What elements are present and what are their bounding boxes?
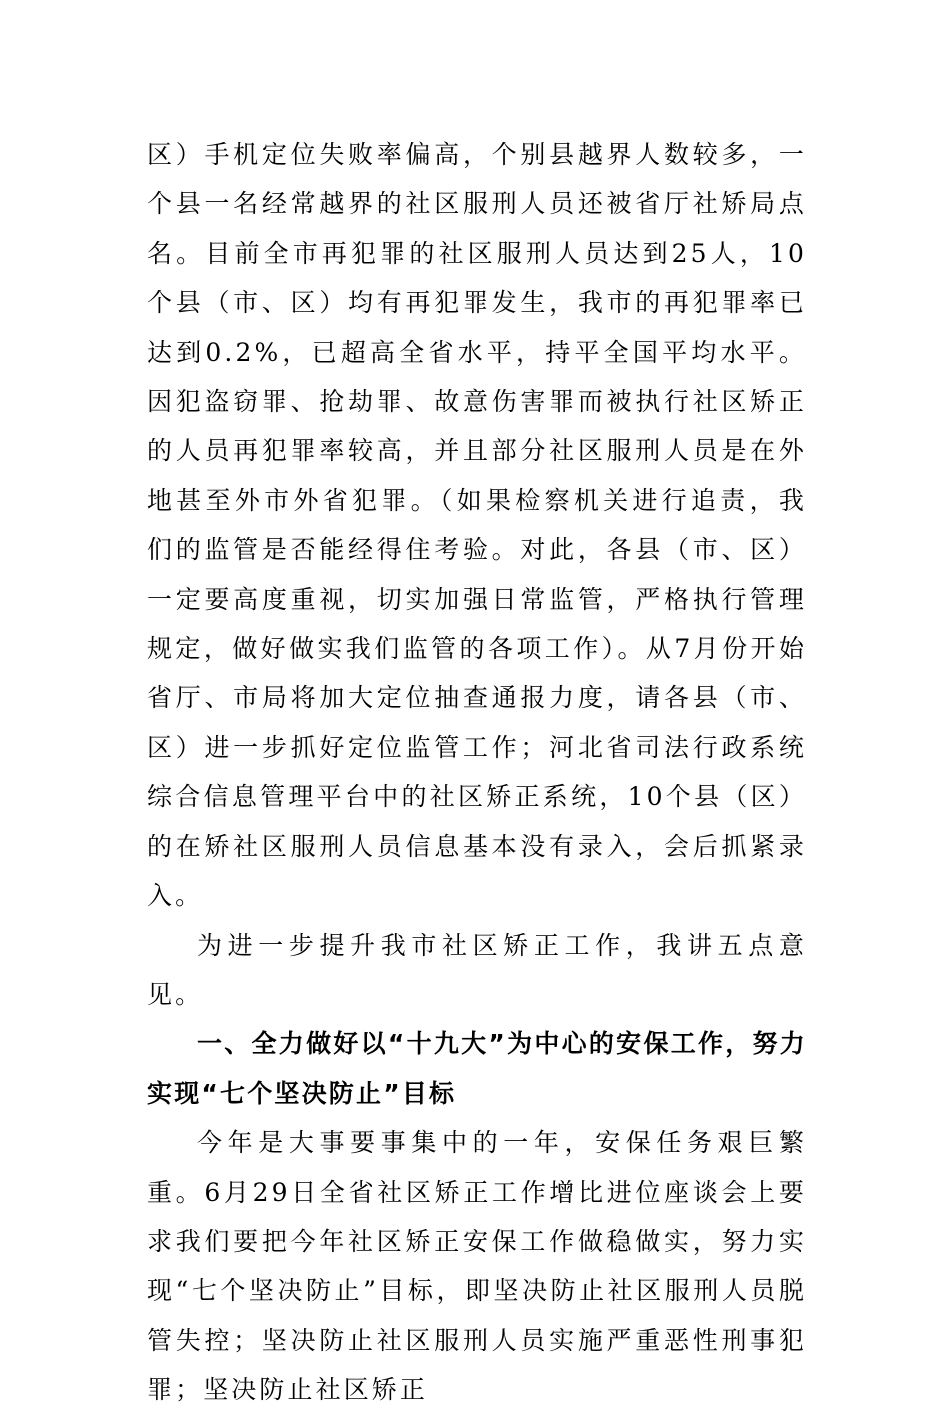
document-page	[147, 130, 807, 1415]
body-paragraph: 今年是大事要事集中的一年，安保任务艰巨繁重。6月29日全省社区矫正工作增比进位座谈会上要求我们要把今年社区矫正安保工作做稳做实，努力实现“七个坚决防止”目标，即坚决防止社区服刑人员脱管失控；坚决防止社区服刑人员实施严重恶性刑事犯罪；坚决防止社区矫正	[147, 1128, 807, 1405]
body-paragraph: 为进一步提升我市社区矫正工作，我讲五点意见。	[147, 930, 807, 1009]
section-heading: 一、全力做好以“十九大”为中心的安保工作，努力实现“七个坚决防止”目标	[147, 1029, 807, 1108]
body-paragraph: 区）手机定位失败率偏高，个别县越界人数较多，一个县一名经常越界的社区服刑人员还被省厅社矫局点名。目前全市再犯罪的社区服刑人员达到25人，10个县（市、区）均有再犯罪发生，我市的再犯罪率已达到0.2%，已超高全省水平，持平全国平均水平。因犯盗窃罪、抢劫罪、故意伤害罪而被执行社区矫正的人员再犯罪率较高，并且部分社区服刑人员是在外地甚至外市外省犯罪。（如果检察机关进行追责，我们的监管是否能经得住考验。对此，各县（市、区）一定要高度重视，切实加强日常监管，严格执行管理规定，做好做实我们监管的各项工作）。从7月份开始省厅、市局将加大定位抽查通报力度，请各县（市、区）进一步抓好定位监管工作；河北省司法行政系统综合信息管理平台中的社区矫正系统，10个县（区）的在矫社区服刑人员信息基本没有录入，会后抓紧录入。	[147, 140, 807, 911]
